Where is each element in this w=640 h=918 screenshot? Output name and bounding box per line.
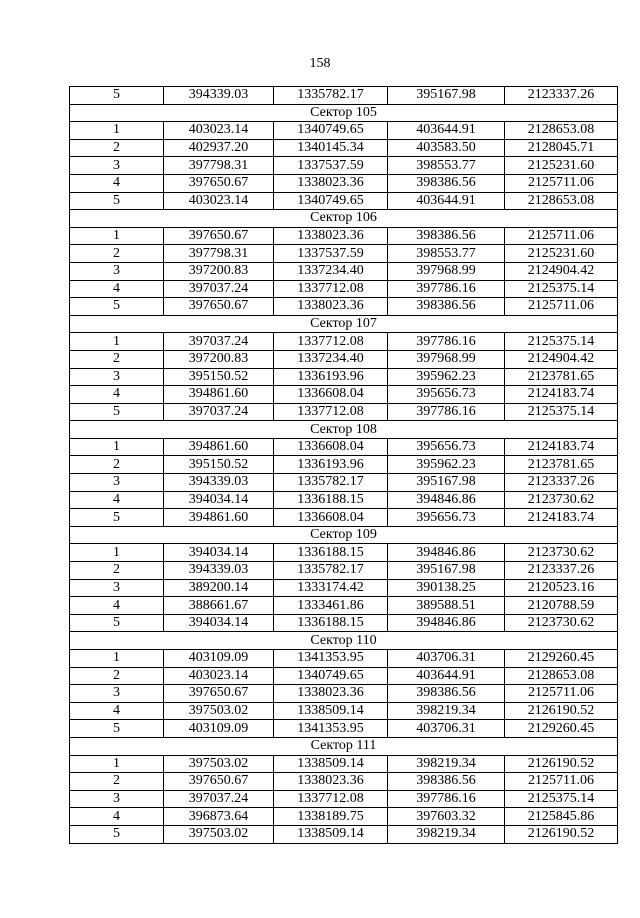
y-coordinate-cell: 1338509.14 [274,755,388,773]
x2-coordinate-cell: 394846.86 [388,614,505,632]
y-coordinate-cell: 1337234.40 [274,262,388,280]
x2-coordinate-cell: 398386.56 [388,773,505,791]
x2-coordinate-cell: 397786.16 [388,403,505,421]
table-row [70,350,618,368]
table-row [70,245,618,263]
table-row [70,808,618,826]
y2-coordinate-cell: 2120523.16 [505,579,618,597]
y-coordinate-cell: 1337537.59 [274,245,388,263]
point-number-cell: 5 [70,614,164,632]
x2-coordinate-cell: 403644.91 [388,122,505,140]
x2-coordinate-cell: 395962.23 [388,456,505,474]
point-number-cell: 2 [70,667,164,685]
table-row [70,474,618,492]
y-coordinate-cell: 1338023.36 [274,773,388,791]
x2-coordinate-cell: 398386.56 [388,685,505,703]
y-coordinate-cell: 1338189.75 [274,808,388,826]
x-coordinate-cell: 388661.67 [164,597,274,615]
coordinates-table [69,86,618,844]
y2-coordinate-cell: 2120788.59 [505,597,618,615]
y2-coordinate-cell: 2123337.26 [505,474,618,492]
table-row [70,685,618,703]
y2-coordinate-cell: 2128653.08 [505,667,618,685]
x2-coordinate-cell: 395167.98 [388,87,505,105]
x2-coordinate-cell: 395167.98 [388,562,505,580]
y2-coordinate-cell: 2124904.42 [505,262,618,280]
coordinates-table-body [70,87,618,844]
point-number-cell: 5 [70,298,164,316]
x2-coordinate-cell: 398386.56 [388,298,505,316]
y2-coordinate-cell: 2123730.62 [505,614,618,632]
y-coordinate-cell: 1337712.08 [274,790,388,808]
point-number-cell: 3 [70,685,164,703]
y2-coordinate-cell: 2124183.74 [505,509,618,527]
table-row [70,438,618,456]
sector-title: Сектор 110 [70,632,618,650]
x-coordinate-cell: 397200.83 [164,350,274,368]
point-number-cell: 3 [70,474,164,492]
table-row [70,157,618,175]
y2-coordinate-cell: 2129260.45 [505,650,618,668]
y2-coordinate-cell: 2123781.65 [505,456,618,474]
y2-coordinate-cell: 2125375.14 [505,333,618,351]
x2-coordinate-cell: 395656.73 [388,386,505,404]
y2-coordinate-cell: 2126190.52 [505,825,618,843]
y2-coordinate-cell: 2123730.62 [505,491,618,509]
table-row [70,139,618,157]
point-number-cell: 2 [70,245,164,263]
sector-title: Сектор 109 [70,526,618,544]
x2-coordinate-cell: 403583.50 [388,139,505,157]
table-row [70,544,618,562]
x2-coordinate-cell: 395656.73 [388,509,505,527]
y2-coordinate-cell: 2125231.60 [505,157,618,175]
y-coordinate-cell: 1336193.96 [274,368,388,386]
x-coordinate-cell: 394339.03 [164,474,274,492]
x2-coordinate-cell: 398553.77 [388,157,505,175]
point-number-cell: 2 [70,773,164,791]
x2-coordinate-cell: 397786.16 [388,280,505,298]
y2-coordinate-cell: 2125711.06 [505,773,618,791]
point-number-cell: 1 [70,544,164,562]
x-coordinate-cell: 397650.67 [164,174,274,192]
x2-coordinate-cell: 398219.34 [388,702,505,720]
x2-coordinate-cell: 397968.99 [388,350,505,368]
x2-coordinate-cell: 403706.31 [388,650,505,668]
y2-coordinate-cell: 2123730.62 [505,544,618,562]
x2-coordinate-cell: 398553.77 [388,245,505,263]
point-number-cell: 2 [70,139,164,157]
point-number-cell: 4 [70,280,164,298]
y-coordinate-cell: 1337537.59 [274,157,388,175]
x2-coordinate-cell: 403706.31 [388,720,505,738]
y-coordinate-cell: 1335782.17 [274,474,388,492]
table-row [70,298,618,316]
x-coordinate-cell: 389200.14 [164,579,274,597]
table-row [70,790,618,808]
point-number-cell: 3 [70,790,164,808]
sector-header-row [70,421,618,439]
x-coordinate-cell: 397650.67 [164,298,274,316]
table-row [70,562,618,580]
y2-coordinate-cell: 2125845.86 [505,808,618,826]
x-coordinate-cell: 403109.09 [164,720,274,738]
y-coordinate-cell: 1340749.65 [274,122,388,140]
point-number-cell: 4 [70,174,164,192]
x2-coordinate-cell: 398386.56 [388,227,505,245]
table-row [70,333,618,351]
x2-coordinate-cell: 394846.86 [388,491,505,509]
point-number-cell: 3 [70,579,164,597]
y-coordinate-cell: 1336608.04 [274,438,388,456]
point-number-cell: 4 [70,491,164,509]
x-coordinate-cell: 403023.14 [164,122,274,140]
y-coordinate-cell: 1338509.14 [274,702,388,720]
y-coordinate-cell: 1338023.36 [274,174,388,192]
y2-coordinate-cell: 2129260.45 [505,720,618,738]
table-row [70,597,618,615]
sector-header-row [70,315,618,333]
x-coordinate-cell: 397037.24 [164,790,274,808]
x-coordinate-cell: 397503.02 [164,825,274,843]
point-number-cell: 5 [70,192,164,210]
y2-coordinate-cell: 2124183.74 [505,438,618,456]
y-coordinate-cell: 1340145.34 [274,139,388,157]
x-coordinate-cell: 397503.02 [164,702,274,720]
table-row [70,262,618,280]
table-row [70,122,618,140]
y-coordinate-cell: 1341353.95 [274,720,388,738]
table-row [70,720,618,738]
x2-coordinate-cell: 397786.16 [388,333,505,351]
y-coordinate-cell: 1336608.04 [274,509,388,527]
y-coordinate-cell: 1337234.40 [274,350,388,368]
y2-coordinate-cell: 2125375.14 [505,280,618,298]
y2-coordinate-cell: 2125375.14 [505,403,618,421]
y2-coordinate-cell: 2125375.14 [505,790,618,808]
y-coordinate-cell: 1336188.15 [274,491,388,509]
sector-title: Сектор 108 [70,421,618,439]
table-row [70,773,618,791]
x2-coordinate-cell: 403644.91 [388,667,505,685]
sector-title: Сектор 107 [70,315,618,333]
x-coordinate-cell: 397798.31 [164,157,274,175]
table-row [70,579,618,597]
y-coordinate-cell: 1337712.08 [274,333,388,351]
table-row [70,650,618,668]
table-row [70,174,618,192]
x-coordinate-cell: 397650.67 [164,685,274,703]
x-coordinate-cell: 397037.24 [164,333,274,351]
table-row [70,825,618,843]
y2-coordinate-cell: 2128045.71 [505,139,618,157]
x-coordinate-cell: 403109.09 [164,650,274,668]
sector-header-row [70,737,618,755]
page-number: 158 [309,56,331,71]
table-row [70,368,618,386]
table-row [70,87,618,105]
y2-coordinate-cell: 2128653.08 [505,122,618,140]
x-coordinate-cell: 396873.64 [164,808,274,826]
table-row [70,702,618,720]
y-coordinate-cell: 1338023.36 [274,227,388,245]
y-coordinate-cell: 1340749.65 [274,667,388,685]
point-number-cell: 5 [70,825,164,843]
y-coordinate-cell: 1337712.08 [274,280,388,298]
table-row [70,280,618,298]
y2-coordinate-cell: 2125231.60 [505,245,618,263]
y2-coordinate-cell: 2123337.26 [505,562,618,580]
table-row [70,614,618,632]
table-row [70,403,618,421]
x-coordinate-cell: 397037.24 [164,403,274,421]
sector-header-row [70,210,618,228]
x-coordinate-cell: 397798.31 [164,245,274,263]
x2-coordinate-cell: 390138.25 [388,579,505,597]
x2-coordinate-cell: 395656.73 [388,438,505,456]
x2-coordinate-cell: 397603.32 [388,808,505,826]
sector-header-row [70,632,618,650]
y-coordinate-cell: 1335782.17 [274,562,388,580]
x-coordinate-cell: 395150.52 [164,456,274,474]
sector-header-row [70,104,618,122]
point-number-cell: 2 [70,456,164,474]
table-row [70,386,618,404]
table-row [70,227,618,245]
x-coordinate-cell: 397200.83 [164,262,274,280]
table-row [70,755,618,773]
x2-coordinate-cell: 398219.34 [388,825,505,843]
sector-title: Сектор 105 [70,104,618,122]
x2-coordinate-cell: 397786.16 [388,790,505,808]
x-coordinate-cell: 394339.03 [164,87,274,105]
x-coordinate-cell: 403023.14 [164,192,274,210]
y2-coordinate-cell: 2123781.65 [505,368,618,386]
x-coordinate-cell: 397503.02 [164,755,274,773]
x2-coordinate-cell: 403644.91 [388,192,505,210]
y-coordinate-cell: 1340749.65 [274,192,388,210]
point-number-cell: 1 [70,227,164,245]
x-coordinate-cell: 397650.67 [164,227,274,245]
point-number-cell: 1 [70,650,164,668]
x2-coordinate-cell: 397968.99 [388,262,505,280]
sector-title: Сектор 111 [70,737,618,755]
y2-coordinate-cell: 2124904.42 [505,350,618,368]
x-coordinate-cell: 394339.03 [164,562,274,580]
y-coordinate-cell: 1333461.86 [274,597,388,615]
x-coordinate-cell: 403023.14 [164,667,274,685]
x-coordinate-cell: 394034.14 [164,544,274,562]
x-coordinate-cell: 395150.52 [164,368,274,386]
y-coordinate-cell: 1341353.95 [274,650,388,668]
table-row [70,509,618,527]
point-number-cell: 1 [70,755,164,773]
point-number-cell: 1 [70,438,164,456]
x-coordinate-cell: 402937.20 [164,139,274,157]
y2-coordinate-cell: 2123337.26 [505,87,618,105]
table-row [70,456,618,474]
y-coordinate-cell: 1338509.14 [274,825,388,843]
y-coordinate-cell: 1336188.15 [274,614,388,632]
x2-coordinate-cell: 395167.98 [388,474,505,492]
x2-coordinate-cell: 394846.86 [388,544,505,562]
point-number-cell: 5 [70,87,164,105]
y-coordinate-cell: 1338023.36 [274,685,388,703]
x2-coordinate-cell: 398386.56 [388,174,505,192]
y2-coordinate-cell: 2128653.08 [505,192,618,210]
point-number-cell: 1 [70,333,164,351]
point-number-cell: 2 [70,562,164,580]
sector-header-row [70,526,618,544]
point-number-cell: 1 [70,122,164,140]
y2-coordinate-cell: 2125711.06 [505,298,618,316]
x-coordinate-cell: 394861.60 [164,438,274,456]
point-number-cell: 4 [70,597,164,615]
y-coordinate-cell: 1337712.08 [274,403,388,421]
x-coordinate-cell: 397037.24 [164,280,274,298]
y2-coordinate-cell: 2126190.52 [505,755,618,773]
x-coordinate-cell: 394034.14 [164,491,274,509]
y2-coordinate-cell: 2124183.74 [505,386,618,404]
table-row [70,192,618,210]
y-coordinate-cell: 1336193.96 [274,456,388,474]
point-number-cell: 4 [70,702,164,720]
y2-coordinate-cell: 2125711.06 [505,227,618,245]
y-coordinate-cell: 1335782.17 [274,87,388,105]
point-number-cell: 4 [70,386,164,404]
point-number-cell: 5 [70,720,164,738]
point-number-cell: 5 [70,403,164,421]
y-coordinate-cell: 1333174.42 [274,579,388,597]
sector-title: Сектор 106 [70,210,618,228]
y-coordinate-cell: 1336608.04 [274,386,388,404]
y-coordinate-cell: 1336188.15 [274,544,388,562]
table-row [70,491,618,509]
x-coordinate-cell: 397650.67 [164,773,274,791]
point-number-cell: 3 [70,157,164,175]
x-coordinate-cell: 394861.60 [164,386,274,404]
y-coordinate-cell: 1338023.36 [274,298,388,316]
table-row [70,667,618,685]
point-number-cell: 3 [70,368,164,386]
point-number-cell: 5 [70,509,164,527]
x-coordinate-cell: 394861.60 [164,509,274,527]
x2-coordinate-cell: 398219.34 [388,755,505,773]
point-number-cell: 4 [70,808,164,826]
point-number-cell: 2 [70,350,164,368]
y2-coordinate-cell: 2125711.06 [505,685,618,703]
x2-coordinate-cell: 395962.23 [388,368,505,386]
y2-coordinate-cell: 2126190.52 [505,702,618,720]
x-coordinate-cell: 394034.14 [164,614,274,632]
x2-coordinate-cell: 389588.51 [388,597,505,615]
y2-coordinate-cell: 2125711.06 [505,174,618,192]
point-number-cell: 3 [70,262,164,280]
